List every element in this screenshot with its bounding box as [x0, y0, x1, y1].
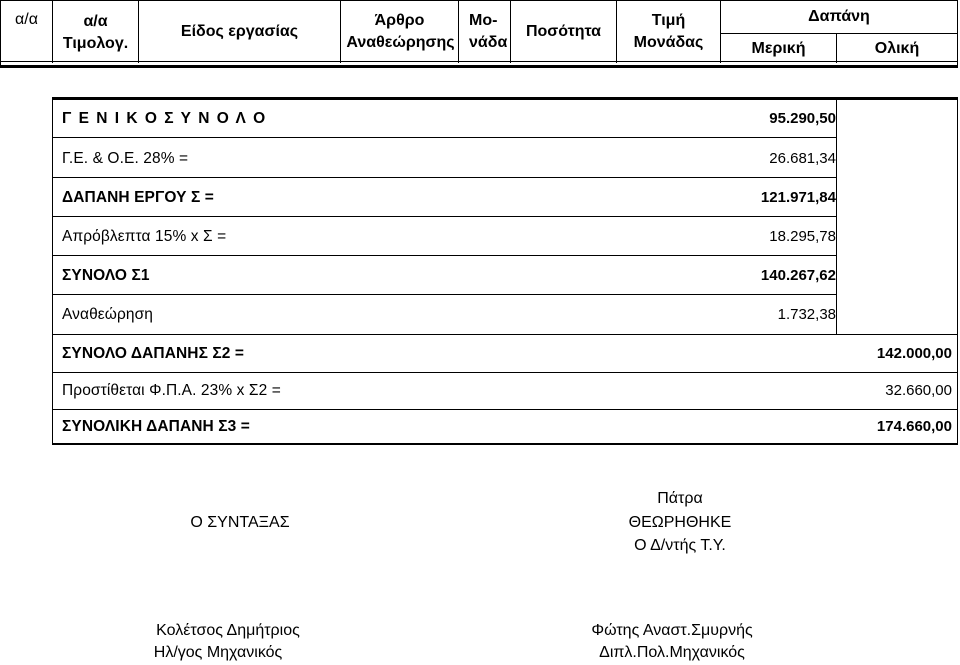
- header-col-aa-timolog: [53, 1, 139, 63]
- header-col-arthro-line1: Άρθρο: [374, 12, 425, 29]
- ge-oe-label: Γ.Ε. & Ο.Ε. 28% =: [62, 150, 189, 167]
- synolo-s1-label: ΣΥΝΟΛΟ Σ1: [62, 267, 150, 284]
- author-role: Ηλ/γος Μηχανικός: [153, 644, 283, 661]
- header-col-arthro: [341, 1, 459, 63]
- header-col-monada: [459, 1, 511, 63]
- dapani-ergou-label: ΔΑΠΑΝΗ ΕΡΓΟΥ Σ =: [62, 189, 214, 206]
- fpa-value: 32.660,00: [885, 382, 952, 399]
- ge-oe-value: 26.681,34: [769, 150, 836, 167]
- summary-rule: [53, 409, 957, 410]
- header-col-aa: [1, 1, 53, 63]
- header-col-timi-line1: Τιμή: [651, 12, 686, 29]
- synoliki-dapani-s3-value: 174.660,00: [876, 418, 952, 435]
- summary-rule: [53, 372, 957, 373]
- signature-place: Πάτρα: [657, 490, 703, 507]
- fpa-label: Προστίθεται Φ.Π.Α. 23% x Σ2 =: [62, 382, 281, 399]
- header-col-monada-line1: Μο-: [469, 12, 498, 29]
- summary-rule: [53, 255, 836, 256]
- aprovlepta-label: Απρόβλεπτα 15% x Σ =: [62, 228, 227, 245]
- header-col-oliki-label: Ολική: [874, 39, 920, 57]
- header-bottom-rule: [0, 62, 958, 68]
- syntaxas-title: Ο ΣΥΝΤΑΞΑΣ: [190, 514, 290, 531]
- geniko-synolo-value: 95.290,50: [769, 110, 836, 127]
- author-name: Κολέτσος Δημήτριος: [156, 622, 300, 639]
- summary-rule: [53, 334, 957, 335]
- synolo-dapanis-s2-value: 142.000,00: [876, 345, 952, 362]
- header-col-dapani-label: Δαπάνη: [808, 8, 870, 25]
- anatheorisi-label: Αναθεώρηση: [62, 306, 154, 323]
- header-col-aa-timolog-line1: α/α: [83, 13, 108, 30]
- synoliki-dapani-s3-label: ΣΥΝΟΛΙΚΗ ΔΑΠΑΝΗ Σ3 =: [62, 418, 250, 435]
- header-col-eidos: [139, 1, 341, 63]
- header-col-oliki: [837, 34, 957, 63]
- header-col-posotita: [511, 1, 617, 63]
- director-role: Διπλ.Πολ.Μηχανικός: [599, 644, 745, 661]
- header-col-eidos-label: Είδος εργασίας: [180, 23, 299, 40]
- header-col-posotita-label: Ποσότητα: [525, 23, 602, 40]
- summary-value-divider: [836, 100, 837, 334]
- synolo-s1-value: 140.267,62: [760, 267, 836, 284]
- synolo-dapanis-s2-label: ΣΥΝΟΛΟ ΔΑΠΑΝΗΣ Σ2 =: [62, 345, 245, 362]
- summary-rule: [53, 294, 836, 295]
- header-col-monada-line2: νάδα: [469, 34, 508, 51]
- header-col-meriki: [721, 34, 837, 63]
- table-header: [0, 0, 958, 62]
- anatheorisi-value: 1.732,38: [777, 306, 836, 323]
- theorithike-label: ΘΕΩΡΗΘΗΚΕ: [628, 514, 732, 531]
- dapani-ergou-value: 121.971,84: [760, 189, 836, 206]
- summary-rule: [53, 216, 836, 217]
- summary-rule: [53, 177, 836, 178]
- header-col-arthro-line2: Αναθεώρησης: [346, 34, 455, 51]
- header-col-aa-timolog-line2: Τιμολογ.: [62, 35, 129, 52]
- header-col-timi: [617, 1, 721, 63]
- director-name: Φώτης Αναστ.Σμυρνής: [591, 622, 753, 639]
- header-col-dapani: [721, 1, 957, 34]
- header-col-aa-label: α/α: [15, 11, 38, 28]
- aprovlepta-value: 18.295,78: [769, 228, 836, 245]
- header-col-meriki-label: Μερική: [751, 39, 806, 57]
- geniko-synolo-label: Γ Ε Ν Ι Κ Ο Σ Υ Ν Ο Λ Ο: [62, 110, 267, 127]
- summary-rule: [53, 137, 836, 138]
- header-col-timi-line2: Μονάδας: [633, 34, 704, 51]
- director-title: Ο Δ/ντής Τ.Υ.: [634, 537, 726, 554]
